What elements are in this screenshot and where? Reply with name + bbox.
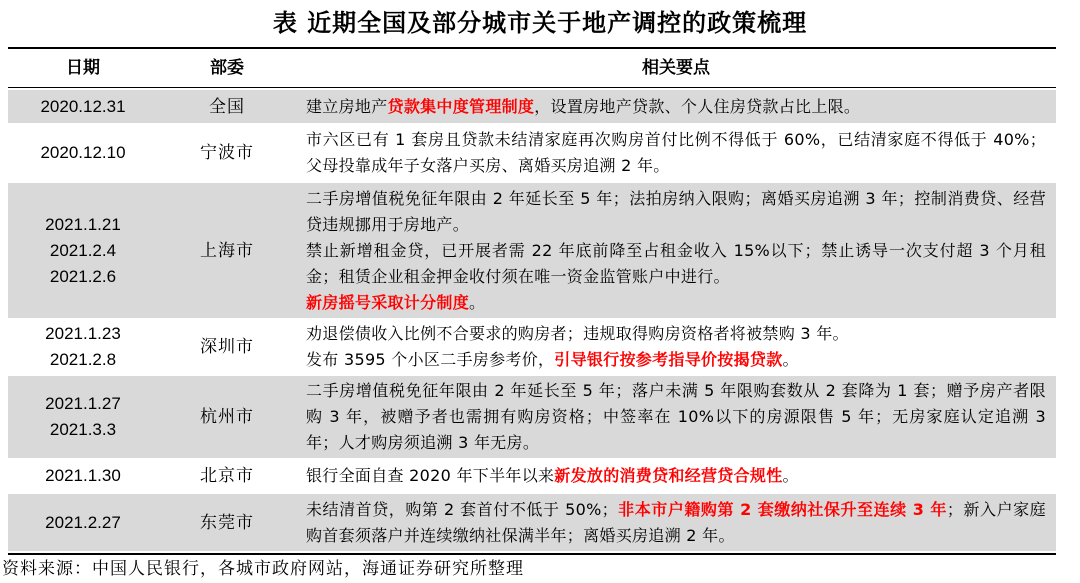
row-date: 2020.12.31 xyxy=(40,96,126,116)
row-points: 市六区已有 1 套房且贷款未结清家庭再次购房首付比例不得低于 60%，已结清家庭不得低于 40%；父母投靠成年子女落户买房、离婚买房追溯 2 年。 xyxy=(306,130,1046,175)
row-dept: 杭州市 xyxy=(200,407,254,427)
row-points: 二手房增值税免征年限由 2 年延长至 5 年；落户未满 5 年限购套数从 2 套降为 1 套；赠予房产者限购 3 年，被赠予者也需拥有购房资格；中签率在 10%以下的房源限售 5 年；无房家庭认定追溯 3 年；人才购房须追溯 3 年无房。 xyxy=(306,381,1046,452)
table-row xyxy=(8,461,1056,491)
row-dept: 上海市 xyxy=(200,240,254,261)
row-date: 2021.1.27 2021.3.3 xyxy=(45,394,121,439)
header-rule xyxy=(8,87,1056,88)
source-note: 资料来源：中国人民银行，各城市政府网站，海通证券研究所整理 xyxy=(2,559,524,579)
table-row xyxy=(8,321,1056,373)
row-date: 2021.1.21 2021.2.4 2021.2.6 xyxy=(45,214,121,286)
row-dept: 北京市 xyxy=(200,466,254,486)
top-rule xyxy=(8,47,1056,49)
row-points: 未结清首贷，购第 2 套首付不低于 50%；非本市户籍购第 2 套缴纳社保升至连续 3 年；新入户家庭购首套须落户并连续缴纳社保满半年；离婚买房追溯 2 年。 xyxy=(306,499,1046,545)
row-dept: 宁波市 xyxy=(200,143,254,163)
header-date: 日期 xyxy=(66,58,100,78)
header-dept: 部委 xyxy=(210,58,244,78)
row-points: 建立房地产贷款集中度管理制度，设置房地产贷款、个人住房贷款占比上限。 xyxy=(306,96,861,116)
row-dept: 全国 xyxy=(209,96,245,117)
table-title: 表 近期全国及部分城市关于地产调控的政策梳理 xyxy=(272,9,808,37)
table-row xyxy=(8,126,1056,180)
row-date: 2020.12.10 xyxy=(40,143,126,162)
row-dept: 深圳市 xyxy=(200,337,254,357)
header-points: 相关要点 xyxy=(642,58,710,78)
row-date: 2021.1.30 xyxy=(45,466,121,485)
row-date: 2021.1.23 2021.2.8 xyxy=(45,324,121,369)
table-row xyxy=(8,90,1056,123)
row-points: 劝退偿债收入比例不合要求的购房者；违规取得购房资格者将被禁购 3 年。 发布 3595 个小区二手房参考价，引导银行按参考指导价按揭贷款。 xyxy=(306,324,849,369)
row-points: 二手房增值税免征年限由 2 年延长至 5 年；法拍房纳入限购；离婚买房追溯 3 年；控制消费贷、经营贷违规挪用于房地产。 禁止新增租金贷，已开展者需 22 年底前降至占租金收入 15%以下；禁止诱导一次支付超 3 个月租金；租赁企业租金押金收付须在唯一资金监管账户中进行。 新房摇号采取计分制度。 xyxy=(306,188,1046,312)
row-date: 2021.2.27 xyxy=(45,512,121,532)
table-row xyxy=(8,376,1056,458)
row-dept: 东莞市 xyxy=(200,512,254,533)
row-points: 银行全面自查 2020 年下半年以来新发放的消费贷和经营贷合规性。 xyxy=(306,466,799,485)
table-row xyxy=(8,183,1056,318)
table-row xyxy=(8,494,1056,551)
